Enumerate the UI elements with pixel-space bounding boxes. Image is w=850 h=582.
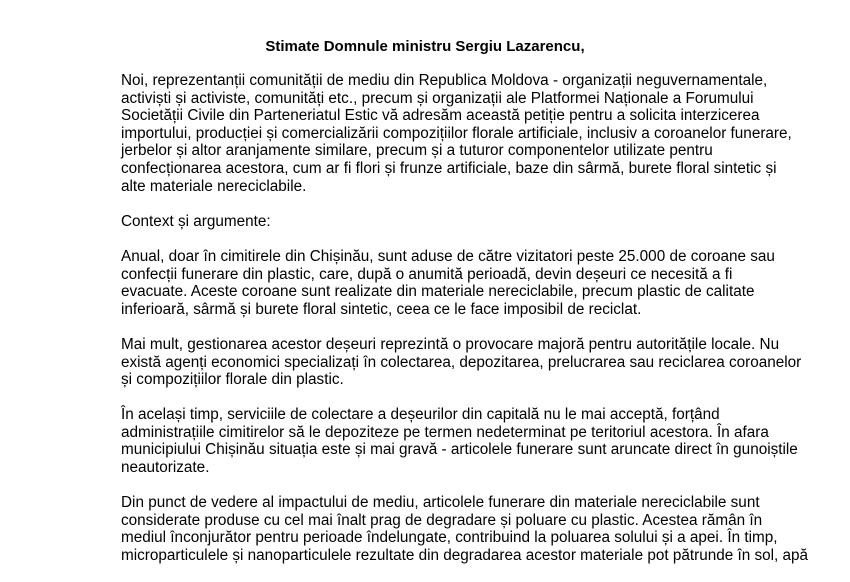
paragraph-4 <box>121 335 802 389</box>
text-line: activiști și activiste, comunități etc., precum și organizații ale Platformei Naționale a Forumului <box>121 89 754 107</box>
text-line: considerate produse cu cel mai înalt prag de degradare și poluare cu plastic. Acestea rămân în <box>121 511 763 529</box>
salutation: Stimate Domnule ministru Sergiu Lazarencu, <box>265 38 585 55</box>
text-line: administrațiile cimitirelor să le depoziteze pe termen nedeterminat pe teritoriul acestora. În afara <box>121 423 769 441</box>
text-line: inferioară, sârmă și burete floral sintetic, ceea ce le face imposibil de reciclat. <box>121 300 642 318</box>
text-line: microparticulele și nanoparticulele rezultate din degradarea acestor materiale pot pătrunde în sol, apă <box>121 547 809 565</box>
text-line: confecții funerare din plastic, care, după o anumită perioadă, devin deșeuri ce necesită a fi <box>121 265 733 283</box>
text-line: există agenți economici specializați în colectarea, depozitarea, prelucrarea sau reciclarea coroanelor <box>121 353 802 371</box>
text-line: Noi, reprezentanții comunității de mediu din Republica Moldova - organizații neguvernamentale, <box>121 72 768 89</box>
text-line: confecționarea acestora, cum ar fi flori și frunze artificiale, baze din sârmă, burete floral sintetic și <box>121 159 777 177</box>
text-line: În același timp, serviciile de colectare a deșeurilor din capitală nu le mai acceptă, forțând <box>121 406 720 424</box>
paragraph-2 <box>121 213 761 231</box>
text-line: mediul înconjurător pentru perioade îndelungate, contribuind la poluarea solului și a apei. În timp, <box>121 529 778 547</box>
text-line: și compozițiilor florale din plastic. <box>121 371 344 389</box>
paragraph-6 <box>121 494 809 565</box>
paragraph-5 <box>121 406 798 477</box>
text-line: evacuate. Aceste coroane sunt realizate din materiale nereciclabile, precum plastic de calitate <box>121 283 755 301</box>
text-line: Societății Civile din Parteneriatul Estic vă adresăm această petiție pentru a solicita interzicerea <box>121 107 760 125</box>
letter-body <box>121 72 809 582</box>
text-line: neautorizate. <box>121 459 210 477</box>
text-line: importului, producției și comercializării compozițiilor florale artificiale, inclusiv a coroanelor funerare, <box>121 124 792 142</box>
text-line: jerbelor și altor aranjamente similare, precum și a tuturor componentelor utilizate pentru <box>121 142 713 160</box>
text-line: Anual, doar în cimitirele din Chișinău, sunt aduse de către vizitatori peste 25.000 de coroane sau <box>121 247 775 265</box>
paragraph-3 <box>121 247 775 318</box>
text-line: municipiului Chișinău situația este și mai gravă - articolele funerare sunt aruncate direct în gunoiștile <box>121 441 798 459</box>
paragraph-1 <box>121 72 792 195</box>
text-line: Din punct de vedere al impactului de mediu, articolele funerare din materiale nereciclabile sunt <box>121 494 760 512</box>
text-line: Context și argumente: <box>121 212 271 230</box>
text-line: Mai mult, gestionarea acestor deșeuri reprezintă o provocare majoră pentru autoritățile locale. Nu <box>121 335 780 353</box>
text-line: alte materiale nereciclabile. <box>121 177 307 195</box>
